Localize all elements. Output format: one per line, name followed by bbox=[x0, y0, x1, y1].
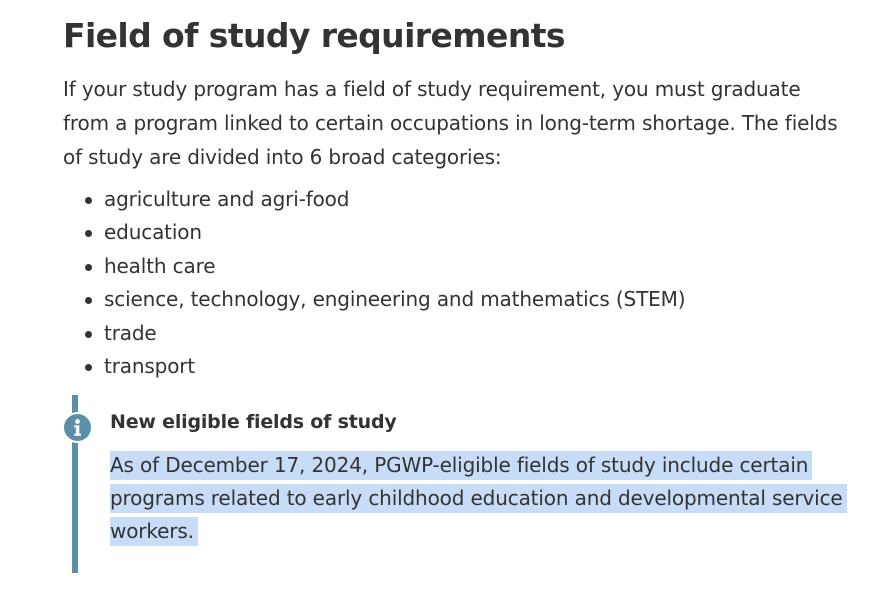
bullet-icon bbox=[85, 297, 92, 304]
intro-paragraph bbox=[63, 72, 838, 174]
bullet-icon bbox=[85, 331, 92, 338]
list-item-label: transport bbox=[104, 354, 196, 379]
selected-text[interactable]: workers. bbox=[110, 517, 198, 546]
list-item bbox=[85, 250, 685, 283]
bullet-icon bbox=[85, 264, 92, 271]
notice-heading: New eligible fields of study bbox=[110, 411, 397, 433]
list-item-label: science, technology, engineering and mathematics (STEM) bbox=[104, 287, 686, 312]
list-item bbox=[85, 317, 685, 350]
list-item bbox=[85, 216, 685, 249]
info-icon bbox=[62, 412, 93, 443]
intro-line: If your study program has a field of study requirement, you must graduate bbox=[63, 77, 801, 101]
selected-text[interactable]: As of December 17, 2024, PGWP-eligible fields of study include certain bbox=[110, 451, 812, 480]
list-item bbox=[85, 283, 685, 316]
list-item-label: trade bbox=[104, 320, 157, 345]
notice-body-line bbox=[110, 515, 847, 548]
intro-line: of study are divided into 6 broad categories: bbox=[63, 145, 502, 169]
page-title: Field of study requirements bbox=[63, 16, 565, 55]
list-item-label: agriculture and agri-food bbox=[104, 187, 350, 211]
bullet-icon bbox=[85, 364, 92, 371]
bullet-icon bbox=[85, 230, 92, 237]
intro-line: from a program linked to certain occupations in long-term shortage. The fields bbox=[63, 111, 838, 135]
notice-body bbox=[110, 449, 847, 548]
notice-body-line bbox=[110, 482, 847, 515]
notice-body-line bbox=[110, 449, 847, 482]
list-item bbox=[85, 183, 685, 216]
bullet-icon bbox=[85, 197, 92, 204]
field-categories-list bbox=[85, 183, 685, 383]
selected-text[interactable]: programs related to early childhood education and developmental service bbox=[110, 484, 847, 513]
list-item bbox=[85, 350, 685, 383]
list-item-label: education bbox=[104, 220, 202, 245]
list-item-label: health care bbox=[104, 253, 216, 278]
